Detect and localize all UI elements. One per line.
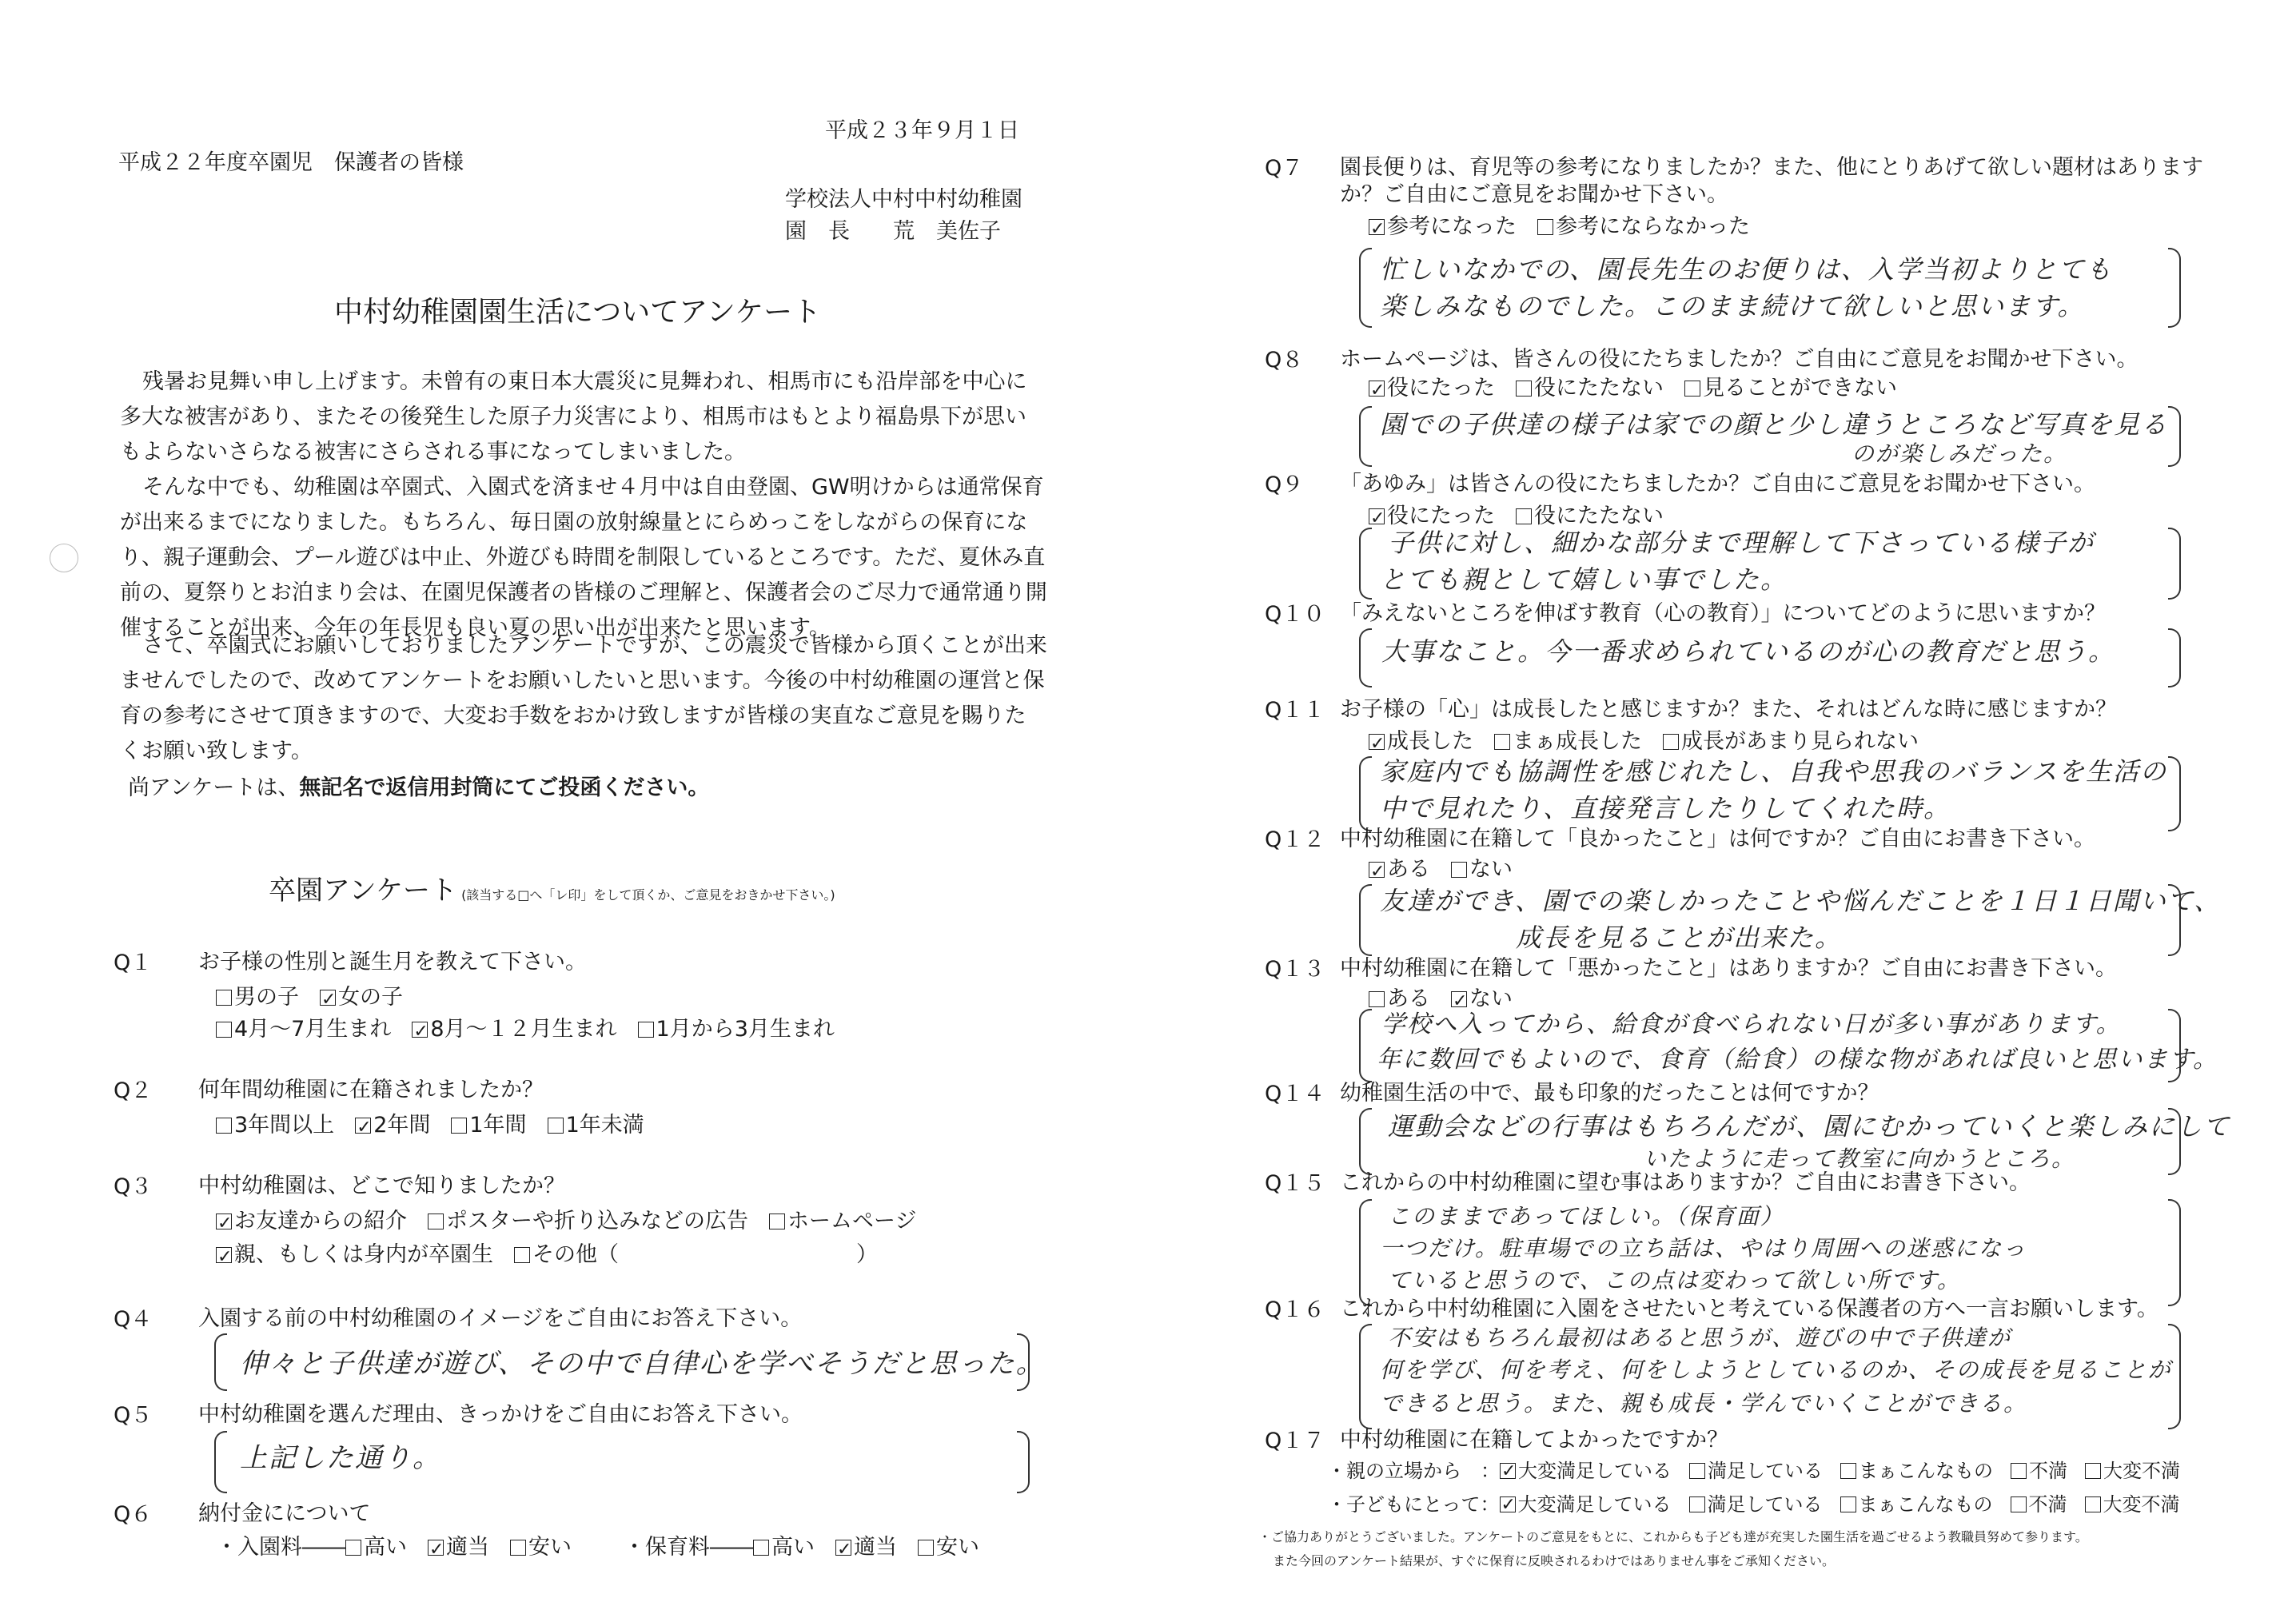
checkbox-checked[interactable] [1369,219,1385,235]
checkbox[interactable] [345,1540,361,1556]
q13-answer-line1[interactable]: 学校へ入ってから、給食が食べられない日が多い事があります。 [1381,1010,2122,1038]
checkbox-checked[interactable] [216,1247,232,1263]
q12-number: Q１２ [1265,827,1325,852]
q14-answer-line1[interactable]: 運動会などの行事はもちろんだが、園にむかっていくと楽しみにして [1388,1111,2231,1142]
q14-text: 幼稚園生活の中で、最も印象的だったことは何ですか？ [1340,1081,1879,1106]
q11-option-grew[interactable]: ✓成長した [1369,729,1473,754]
q3-option-homepage[interactable]: ホームページ [769,1209,916,1233]
q16-text: これから中村幼稚園に入園をさせたいと考えている保護者の方へ一言お願いします。 [1340,1297,2158,1321]
survey-heading [269,868,835,907]
answer-bracket-left [1359,756,1372,831]
checkbox-checked[interactable] [355,1118,371,1134]
q6-care-label: ・保育料―― [624,1535,753,1560]
q11-answer-line1[interactable]: 家庭内でも協調性を感じれたし、自我や思我のバランスを生活の [1380,756,2168,787]
q12-answer-line1[interactable]: 友達ができ、園での楽しかったことや悩んだことを１日１日聞いて、 [1380,886,2222,916]
q9-answer-line2[interactable]: とても親として嬉しい事でした。 [1380,564,1788,595]
answer-bracket-left [1359,248,1372,328]
q3-options-row2 [216,1237,899,1273]
answer-bracket-right [2168,406,2181,467]
q17-child-row [1327,1488,2180,1520]
checkbox[interactable] [1689,1496,1705,1512]
q17-parent-very-satisfied[interactable]: ✓ 大変満足している [1500,1460,1672,1482]
answer-bracket-left [214,1431,227,1493]
checkbox[interactable] [428,1214,444,1229]
checkbox[interactable] [548,1118,564,1134]
q6-entry-cheap[interactable]: 安い [510,1535,572,1560]
punch-hole-mark [50,544,78,572]
q17-child-very-satisfied[interactable]: ✓ 大変満足している [1500,1493,1672,1516]
answer-bracket-left [1359,406,1372,467]
q17-child-label: ・子どもにとって： [1327,1493,1500,1516]
q6-care-fee [624,1530,1000,1565]
checkbox-checked[interactable] [320,990,336,1006]
q17-parent-label: ・親の立場から ： [1327,1460,1500,1482]
checkbox[interactable] [2011,1496,2027,1512]
checkbox[interactable] [1516,381,1532,397]
q3-option-friend[interactable]: ✓お友達からの紹介 [216,1209,407,1233]
q10-number: Q１０ [1265,602,1325,627]
intro-paragraph-1: 残暑お見舞い申し上げます。未曾有の東日本大震災に見舞われ、相馬市にも沿岸部を中心に多大な被害があり、またその後発生した原子力災害により、相馬市はもとより福島県下が思いもよらないさらなる被害にさらされる事になってしまいました。 [120,369,1027,464]
q2-text: 何年間幼稚園に在籍されましたか？ [198,1078,544,1102]
q5-answer[interactable]: 上記した通り。 [240,1442,441,1474]
q3-text: 中村幼稚園は、どこで知りましたか？ [198,1174,565,1198]
answer-bracket-right [1017,1431,1030,1493]
checkbox[interactable] [753,1540,769,1556]
header-principal: 園 長 荒 美佐子 [785,219,1001,244]
q8-number: Q８ [1265,348,1304,373]
q5-number: Q５ [114,1403,153,1428]
q17-child-dissatisfied[interactable]: 不満 [2011,1493,2067,1516]
checkbox[interactable] [1516,508,1532,524]
notice-bold: 無記名で返信用封筒にてご投函ください。 [299,775,710,800]
q13-option-yes[interactable]: ある [1369,986,1430,1011]
survey-title: 卒園アンケート [269,875,457,907]
answer-bracket-right [2168,628,2181,687]
q9-number: Q９ [1265,472,1304,497]
q8-option-not-useful[interactable]: 役にたたない [1516,376,1664,401]
q17-number: Q１７ [1265,1429,1325,1453]
q1-option-girl[interactable]: ✓ 女の子 [320,985,403,1010]
q6-entry-label: ・入園料―― [216,1535,345,1560]
q7-answer-line1[interactable]: 忙しいなかでの、園長先生のお便りは、入学当初よりとても [1380,254,2113,285]
q11-text: お子様の「心」は成長したと感じますか？また、それはどんな時に感じますか？ [1340,697,2117,722]
checkbox-checked[interactable] [412,1022,428,1038]
answer-bracket-left [1359,528,1372,600]
q1-gender-options [216,980,424,1015]
q7-text-line1: 園長便りは、育児等の参考になりましたか？また、他にとりあげて欲しい題材はあります [1340,155,2203,180]
intro-paragraph-3: さて、卒園式にお願いしておりましたアンケートですが、この震災で皆様から頂くことが出来ませんでしたので、改めてアンケートをお願いしたいと思います。今後の中村幼稚園の運営と保育の参考にさせて頂きますので、大変お手数をおかけ致しますが皆様の実直なご意見を賜りたくお願い致します。 [120,633,1047,763]
notice-prefix: 尚アンケートは、 [128,775,300,800]
checkbox[interactable] [216,1118,232,1134]
answer-bracket-left [1359,1324,1372,1429]
q2-option-2years[interactable]: ✓ 2年間 [355,1113,430,1138]
checkbox[interactable] [2011,1463,2027,1479]
q6-care-high[interactable]: 高い [753,1535,815,1560]
checkbox[interactable] [769,1214,785,1229]
q15-number: Q１５ [1265,1171,1325,1196]
q7-option-helpful[interactable]: ✓参考になった [1369,214,1517,239]
q11-option-somewhat[interactable]: まぁ成長した [1494,729,1642,754]
checkbox-checked[interactable] [216,1214,232,1229]
answer-bracket-left [1359,1199,1372,1306]
q15-answer-line2[interactable]: 一つだけ。駐車場での立ち話は、やはり周囲への迷惑になっ [1380,1235,2027,1261]
q3-number: Q３ [114,1174,153,1199]
q17-parent-dissatisfied[interactable]: 不満 [2011,1460,2067,1482]
q12-text: 中村幼稚園に在籍して「良かったこと」は何ですか？ご自由にお書き下さい。 [1340,827,2095,851]
q2-options [216,1108,665,1143]
checkbox[interactable] [1684,381,1700,397]
q8-answer-line1[interactable]: 園での子供達の様子は家での顔と少し違うところなど写真を見る [1380,409,2169,440]
checkbox[interactable] [2085,1496,2101,1512]
q2-number: Q２ [114,1078,153,1103]
q9-text: 「あゆみ」は皆さんの役にたちましたか？ご自由にご意見をお聞かせ下さい。 [1340,472,2095,496]
answer-bracket-right [2168,756,2181,831]
q17-child-so-so[interactable]: まぁこんなもの [1840,1493,1993,1516]
checkbox[interactable] [638,1022,654,1038]
survey-main-title: 中村幼稚園園生活についてアンケート [334,296,822,329]
q3-options-row1 [216,1204,937,1239]
checkbox[interactable] [1689,1463,1705,1479]
q10-text: 「みえないところを伸ばす教育（心の教育）」についてどのように思いますか？ [1340,601,2106,626]
checkbox-checked[interactable] [1369,734,1385,750]
checkbox-checked[interactable] [1369,862,1385,878]
q9-answer-line1[interactable]: 子供に対し、細かな部分まで理解して下さっている様子が [1388,528,2095,558]
header-date: 平成２３年９月１日 [825,118,1019,143]
checkbox[interactable] [1840,1463,1856,1479]
answer-bracket-left [214,1333,227,1391]
answer-bracket-right [2168,248,2181,328]
q8-option-cannot-view[interactable]: 見ることができない [1684,376,1897,401]
q10-answer[interactable]: 大事なこと。今一番求められているのが心の教育だと思う。 [1381,636,2116,667]
q17-child-very-dissatisfied[interactable]: 大変不満 [2085,1493,2180,1516]
footer-thanks: ・ご協力ありがとうございました。アンケートのご意見をもとに、これからも子ども達が充実した園生活を過ごせるよう教職員努めて参ります。 [1258,1529,2088,1544]
survey-note: (該当する□へ「レ印」をして頂くか、ご意見をおきかせ下さい。) [461,887,835,903]
q2-option-1year[interactable]: 1年間 [451,1113,526,1138]
q7-options [1369,209,1771,245]
q6-entry-fee [216,1530,592,1565]
q15-text: これからの中村幼稚園に望む事はありますか？ご自由にお書き下さい。 [1340,1170,2031,1195]
q6-care-fair[interactable]: ✓ 適当 [835,1535,897,1560]
checkbox[interactable] [1537,219,1553,235]
q13-number: Q１３ [1265,957,1325,982]
q17-child-satisfied[interactable]: 満足している [1689,1493,1823,1516]
q7-answer-line2[interactable]: 楽しみなものでした。このまま続けて欲しいと思います。 [1380,291,2085,321]
q2-option-3years[interactable]: 3年間以上 [216,1113,334,1138]
answer-bracket-right [2168,528,2181,600]
right-page [1148,0,2296,1618]
answer-bracket-left [1359,628,1372,687]
q8-answer-line2[interactable]: のが楽しみだった。 [1852,440,2068,467]
q12-option-yes[interactable]: ✓ある [1369,857,1430,882]
q16-answer-line1[interactable]: 不安はもちろん最初はあると思うが、遊びの中で子供達が [1388,1325,2012,1351]
q16-answer-line2[interactable]: 何を学び、何を考え、何をしようとしているのか、その成長を見ることが [1380,1357,2172,1383]
intro-paragraph-2: そんな中でも、幼稚園は卒園式、入園式を済ませ４月中は自由登園、GW明けからは通常保育が出来るまでになりました。もちろん、毎日園の放射線量とにらめっこをしながらの保育になり、親子運動会、プール遊びは中止、外遊びも時間を制限しているところです。ただ、夏休み直前の、夏祭りとお泊まり会は、在園児保護者の皆様のご理解と、保護者会のご尽力で通常通り開催することが出来、今年の年長児も良い夏の思い出が出来たと思います。 [120,475,1047,640]
q8-option-useful[interactable]: ✓役にたった [1369,376,1495,401]
checkbox[interactable] [1494,734,1510,750]
q1-option-jan-mar[interactable]: 1月から3月生まれ [638,1017,835,1042]
q5-text: 中村幼稚園を選んだ理由、きっかけをご自由にお答え下さい。 [198,1402,803,1427]
q4-text: 入園する前の中村幼稚園のイメージをご自由にお答え下さい。 [198,1306,803,1331]
checkbox[interactable] [451,1118,467,1134]
checkbox[interactable] [2085,1463,2101,1479]
q11-answer-line2[interactable]: 中で見れたり、直接発言したりしてくれた時。 [1380,793,1951,823]
q13-text: 中村幼稚園に在籍して「悪かったこと」はありますか？ご自由にお書き下さい。 [1340,956,2117,981]
checkbox-checked[interactable] [1369,381,1385,397]
q1-number: Q１ [114,950,153,975]
checkbox[interactable] [1451,862,1467,878]
q4-answer[interactable]: 伸々と子供達が遊び、その中で自律心を学べそうだと思った。 [240,1348,1045,1380]
q17-parent-so-so[interactable]: まぁこんなもの [1840,1460,1993,1482]
checkbox-checked[interactable] [1500,1496,1516,1512]
q15-answer-line1[interactable]: このままであってほしい。（保育面） [1388,1203,1784,1229]
q13-option-no[interactable]: ✓ ない [1451,986,1513,1011]
answer-bracket-right [2168,1199,2181,1306]
q6-care-cheap[interactable]: 安い [918,1535,979,1560]
q2-option-under-1year[interactable]: 1年未満 [548,1113,644,1138]
checkbox[interactable] [1840,1496,1856,1512]
checkbox-checked[interactable] [835,1540,851,1556]
q17-text: 中村幼稚園に在籍してよかったですか？ [1340,1428,1728,1453]
q3-option-ad[interactable]: ポスターや折り込みなどの広告 [428,1209,748,1233]
q1-option-boy[interactable]: 男の子 [216,985,299,1010]
checkbox[interactable] [918,1540,934,1556]
q12-answer-line2[interactable]: 成長を見ることが出来た。 [1516,923,1843,953]
q1-option-aug-dec[interactable]: ✓ 8月～１２月生まれ [412,1017,616,1042]
notice [128,771,709,806]
q9-option-useful[interactable]: ✓役にたった [1369,504,1495,528]
checkbox-checked[interactable] [1500,1463,1516,1479]
q8-options [1369,371,1918,406]
q15-answer-line3[interactable]: ていると思うので、この点は変わって欲しい所です。 [1388,1267,1961,1293]
q1-text: お子様の性別と誕生月を教えて下さい。 [198,950,587,974]
header-school: 学校法人中村中村幼稚園 [785,187,1022,212]
q6-entry-high[interactable]: 高い [345,1535,407,1560]
q12-option-no[interactable]: ない [1451,857,1513,882]
q17-parent-satisfied[interactable]: 満足している [1689,1460,1823,1482]
answer-bracket-left [1359,884,1372,956]
answer-bracket-left [1359,1009,1372,1082]
checkbox[interactable] [510,1540,526,1556]
q16-number: Q１６ [1265,1297,1325,1322]
q3-option-other[interactable]: その他（ ） [514,1242,878,1267]
checkbox-checked[interactable] [1369,508,1385,524]
q7-number: Q７ [1265,156,1304,181]
checkbox[interactable] [216,1022,232,1038]
q17-parent-very-dissatisfied[interactable]: 大変不満 [2085,1460,2180,1482]
q16-answer-line3[interactable]: できると思う。また、親も成長・学んでいくことができる。 [1380,1390,2028,1417]
q11-number: Q１１ [1265,698,1325,723]
q9-option-not-useful[interactable]: 役にたたない [1516,504,1664,528]
header-addressee: 平成２２年度卒園児 保護者の皆様 [118,150,464,175]
q7-text-line2: か？ご自由にご意見をお聞かせ下さい。 [1340,182,1728,207]
q4-number: Q４ [114,1307,153,1332]
q6-text: 納付金にについて [198,1501,371,1526]
q1-month-options [216,1012,855,1047]
q8-text: ホームページは、皆さんの役にたちましたか？ご自由にご意見をお聞かせ下さい。 [1340,347,2139,372]
checkbox[interactable] [216,990,232,1006]
q14-number: Q１４ [1265,1082,1325,1106]
q17-parent-row [1327,1455,2180,1487]
checkbox[interactable] [1663,734,1679,750]
q11-option-not-much[interactable]: 成長があまり見られない [1663,729,1919,754]
checkbox[interactable] [514,1247,530,1263]
q3-option-family-alumni[interactable]: ✓親、もしくは身内が卒園生 [216,1242,493,1267]
checkbox-checked[interactable] [428,1540,444,1556]
q6-number: Q６ [114,1502,153,1527]
q1-option-apr-jul[interactable]: 4月～7月生まれ [216,1017,391,1042]
q14-answer-line2[interactable]: いたように走って教室に向かうところ。 [1644,1146,2076,1172]
q13-answer-line2[interactable]: 年に数回でもよいので、食育（給食）の様な物があれば良いと思います。 [1377,1046,2218,1074]
q6-entry-fair[interactable]: ✓ 適当 [428,1535,489,1560]
footer-note: また今回のアンケート結果が、すぐに保育に反映されるわけではありません事をご承知ください。 [1273,1553,1836,1568]
q7-option-not-helpful[interactable]: 参考にならなかった [1537,214,1750,239]
